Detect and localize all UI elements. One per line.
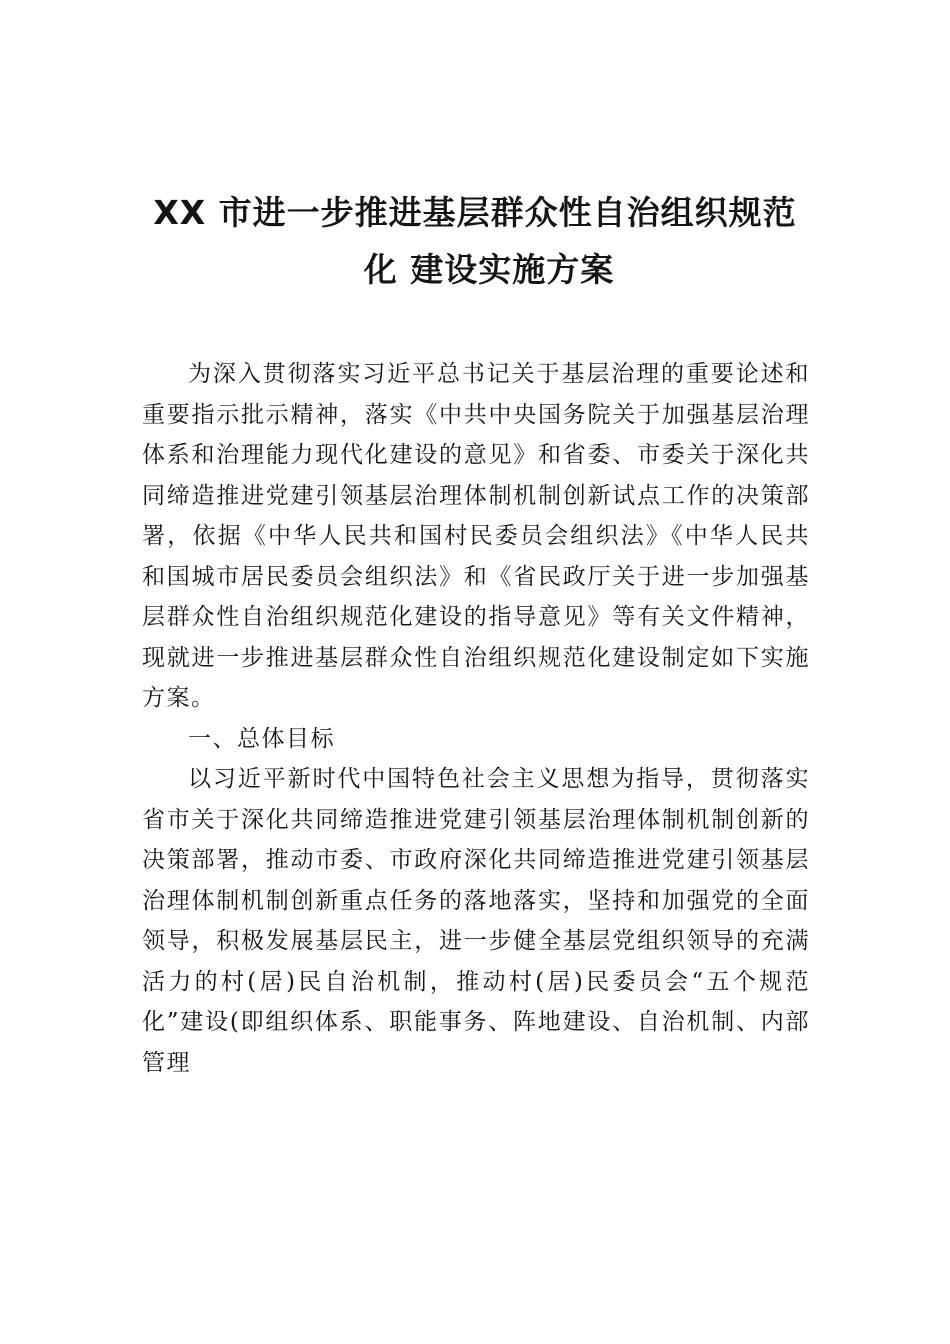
intro-paragraph: 为深入贯彻落实习近平总书记关于基层治理的重要论述和重要指示批示精神，落实《中共中央国务院关于加强基层治理体系和治理能力现代化建设的意见》和省委、市委关于深化共同缔造推进党建引领基层治理体制机制创新试点工作的决策部署，依据《中华人民共和国村民委员会组织法》《中华人民共和国城市居民委员会组织法》和《省民政厅关于进一步加强基层群众性自治组织规范化建设的指导意见》等有关文件精神，现就进一步推进基层群众性自治组织规范化建设制定如下实施方案。 bbox=[142, 361, 810, 711]
section-heading-overall-goal: 一、总体目标 bbox=[188, 725, 335, 752]
section-1-paragraph: 以习近平新时代中国特色社会主义思想为指导，贯彻落实省市关于深化共同缔造推进党建引领基层治理体制机制创新的决策部署，推动市委、市政府深化共同缔造推进党建引领基层治理体制机制创新重点任务的落地落实，坚持和加强党的全面领导，积极发展基层民主，进一步健全基层党组织领导的充满活力的村(居)民自治机制，推动村(居)民委员会“五个规范化”建设(即组织体系、职能事务、阵地建设、自治机制、内部管理 bbox=[142, 766, 810, 1076]
document-body bbox=[142, 354, 810, 1083]
document-title-line-1: XX 市进一步推进基层群众性自治组织规范 bbox=[153, 193, 797, 232]
document-title-line-2: 化 建设实施方案 bbox=[363, 250, 615, 289]
